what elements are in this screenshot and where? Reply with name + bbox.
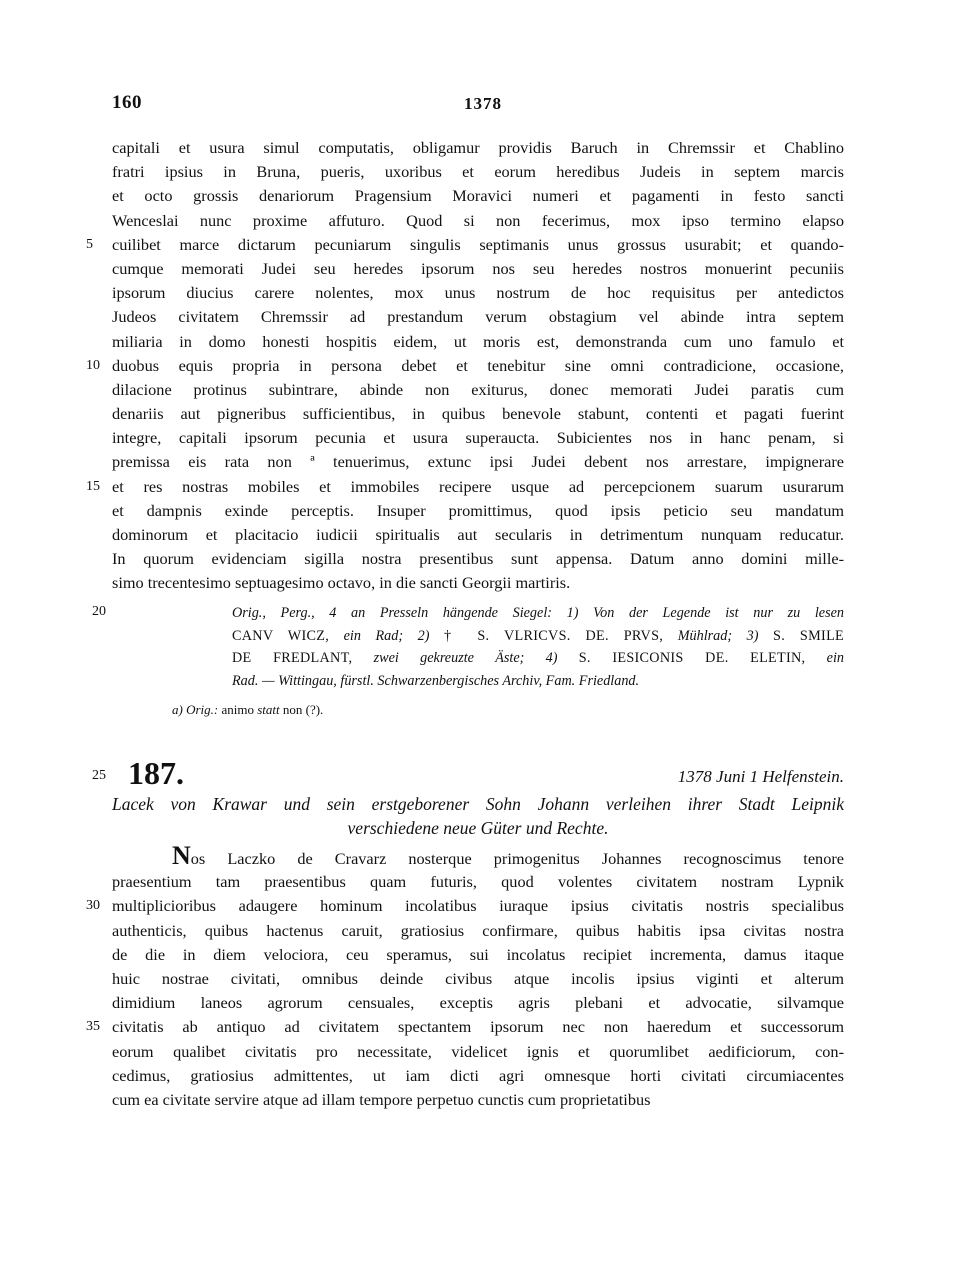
line-text: cuilibet marce dictarum pecuniarum singulis septimanis unus grossus usurabit; et quando- <box>112 234 844 254</box>
document-regest <box>112 792 844 840</box>
text-line <box>86 475 844 499</box>
text-line <box>112 499 844 523</box>
document-text <box>86 841 844 1112</box>
text-line <box>86 354 844 378</box>
text-line <box>112 967 844 991</box>
line-text: Judeos civitatem Chremssir ad prestandum verum obstagium vel abinde intra septem <box>112 307 844 327</box>
line-text: de die in diem velociora, ceu speramus, sui incolatus recipiet incrementa, damus itaque <box>112 944 844 964</box>
line-text: et octo grossis denariorum Pragensium Moravici numeri et pagamenti in festo sancti <box>112 186 844 206</box>
text-line <box>112 160 844 184</box>
line-text: In quorum evidenciam sigilla nostra presentibus sunt appensa. Datum anno domini mille- <box>112 549 844 569</box>
archival-notes <box>232 602 844 692</box>
text-line <box>86 233 844 257</box>
line-number: 35 <box>86 1019 100 1035</box>
text-line <box>112 841 844 870</box>
text-line <box>86 894 844 918</box>
line-number: 20 <box>92 604 106 619</box>
line-text: miliaria in domo honesti hospitis eidem, ut moris est, demonstranda cum uno famulo et <box>112 331 844 351</box>
line-text: fratri ipsius in Bruna, pueris, uxoribus et eorum heredibus Judeis in septem marcis <box>112 162 844 182</box>
line-text: cum ea civitate servire atque ad illam tempore perpetuo cunctis cum proprietatibus <box>112 1089 651 1109</box>
line-text: premissa eis rata non ª tenuerimus, extunc ipsi Judei debent nos arrestare, impignerare <box>112 452 844 472</box>
note-line: CANV WICZ, ein Rad; 2) † S. VLRICVS. DE. PRVS, Mühlrad; 3) S. SMILE <box>232 627 844 644</box>
text-line <box>112 571 844 595</box>
regest-line: verschiedene neue Güter und Rechte. <box>347 818 609 838</box>
line-text: praesentium tam praesentibus quam futuris, quod volentes civitatem nostram Lypnik <box>112 872 844 892</box>
line-text: Wenceslai nunc proxime affuturo. Quod si non fecerimus, mox ipso termino elapso <box>112 210 844 230</box>
text-line <box>112 378 844 402</box>
text-line <box>112 209 844 233</box>
line-text: et dampnis exinde perceptis. Insuper promittimus, quod ipsis peticio seu mandatum <box>112 500 844 520</box>
line-text: civitatis ab antiquo ad civitatem spectantem ipsorum nec non haeredum et successorum <box>112 1017 844 1037</box>
document-heading <box>112 755 844 791</box>
line-text: authenticis, quibus hactenus caruit, gratiosius confirmare, quibus habitis ipsa civitas nostra <box>112 920 844 940</box>
line-number: 30 <box>86 898 100 914</box>
text-line <box>112 1064 844 1088</box>
line-text: cedimus, gratiosius admittentes, ut iam dicti agri omnesque horti civitati circumiacentes <box>112 1065 844 1085</box>
line-text: duobus equis propria in persona debet et tenebitur sine omni contradicione, occasione, <box>112 355 844 375</box>
line-text: ipsorum diucius carere nolentes, mox unus nostrum de hoc requisitus per antedictos <box>112 283 844 303</box>
regest-line: Lacek von Krawar und sein erstgeborener Sohn Johann verleihen ihrer Stadt Leipnik <box>112 794 844 814</box>
continuation-text <box>86 136 844 596</box>
text-line <box>112 330 844 354</box>
text-line <box>112 943 844 967</box>
text-line <box>112 919 844 943</box>
text-line <box>112 870 844 894</box>
text-line <box>86 1015 844 1039</box>
line-text: os Laczko de Cravarz nosterque primogenitus Johannes recognoscimus tenore <box>190 849 844 868</box>
text-line <box>112 402 844 426</box>
document-number: 187. <box>128 755 184 791</box>
text-line <box>112 136 844 160</box>
line-text: huic nostrae civitati, omnibus deinde civibus atque incolis ipsius viginti et alterum <box>112 968 844 988</box>
initial-letter: N <box>172 841 191 870</box>
note-line: DE FREDLANT, zwei gekreuzte Äste; 4) S. IESICONIS DE. ELETIN, ein <box>232 650 844 666</box>
line-text: capitali et usura simul computatis, obligamur providis Baruch in Chremssir et Chablino <box>112 138 844 157</box>
footnote: a) Orig.: animo statt non (?). <box>172 702 324 717</box>
line-text: dominorum et placitacio iudicii spiritualis aut secularis in detrimentum nunquam reducatur. <box>112 525 844 544</box>
line-text: eorum qualibet civitatis pro necessitate, videlicet ignis et quorumlibet aedificiorum, con- <box>112 1041 844 1061</box>
line-text: simo trecentesimo septuagesimo octavo, in die sancti Georgii martiris. <box>112 573 571 593</box>
text-line <box>112 450 844 474</box>
line-text: denariis aut pigneribus sufficientibus, in quibus benevole stabunt, contenti et pagati fuerint <box>112 404 844 424</box>
page-number: 160 <box>112 92 142 113</box>
text-line <box>112 1040 844 1064</box>
line-text: multiplicioribus adaugere hominum incolatibus iuraque ipsius civitatis nostris specialibus <box>112 896 844 916</box>
page-header <box>112 92 844 118</box>
text-line <box>112 426 844 450</box>
text-line <box>112 281 844 305</box>
text-line <box>112 523 844 547</box>
text-line <box>112 547 844 571</box>
text-line <box>112 257 844 281</box>
line-number: 10 <box>86 357 100 373</box>
text-line <box>112 991 844 1015</box>
note-line: Orig., Perg., 4 an Presseln hängende Siegel: 1) Von der Legende ist nur zu lesen <box>232 605 844 621</box>
line-text: dimidium laneos agrorum censuales, exceptis agris plebani et advocatie, silvamque <box>112 993 844 1013</box>
text-line <box>112 184 844 208</box>
note-line: Rad. — Wittingau, fürstl. Schwarzenbergisches Archiv, Fam. Friedland. <box>232 672 640 689</box>
line-number: 5 <box>86 236 93 252</box>
line-text: et res nostras mobiles et immobiles recipere usque ad percepcionem suarum usurarum <box>112 476 844 496</box>
line-number: 15 <box>86 478 100 494</box>
document-date-place: 1378 Juni 1 Helfenstein. <box>677 767 844 786</box>
text-line <box>112 1088 844 1112</box>
line-number: 25 <box>92 768 106 783</box>
text-line <box>112 305 844 329</box>
line-text: dilacione protinus subintrare, abinde non exiturus, donec memorati Judei paratis cum <box>112 379 844 399</box>
line-text: integre, capitali ipsorum pecunia et usura superaucta. Subicientes nos in hanc penam, si <box>112 428 844 448</box>
running-header-year: 1378 <box>464 94 502 113</box>
line-text: cumque memorati Judei seu heredes ipsorum nos seu heredes nostros monuerint pecuniis <box>112 258 844 278</box>
